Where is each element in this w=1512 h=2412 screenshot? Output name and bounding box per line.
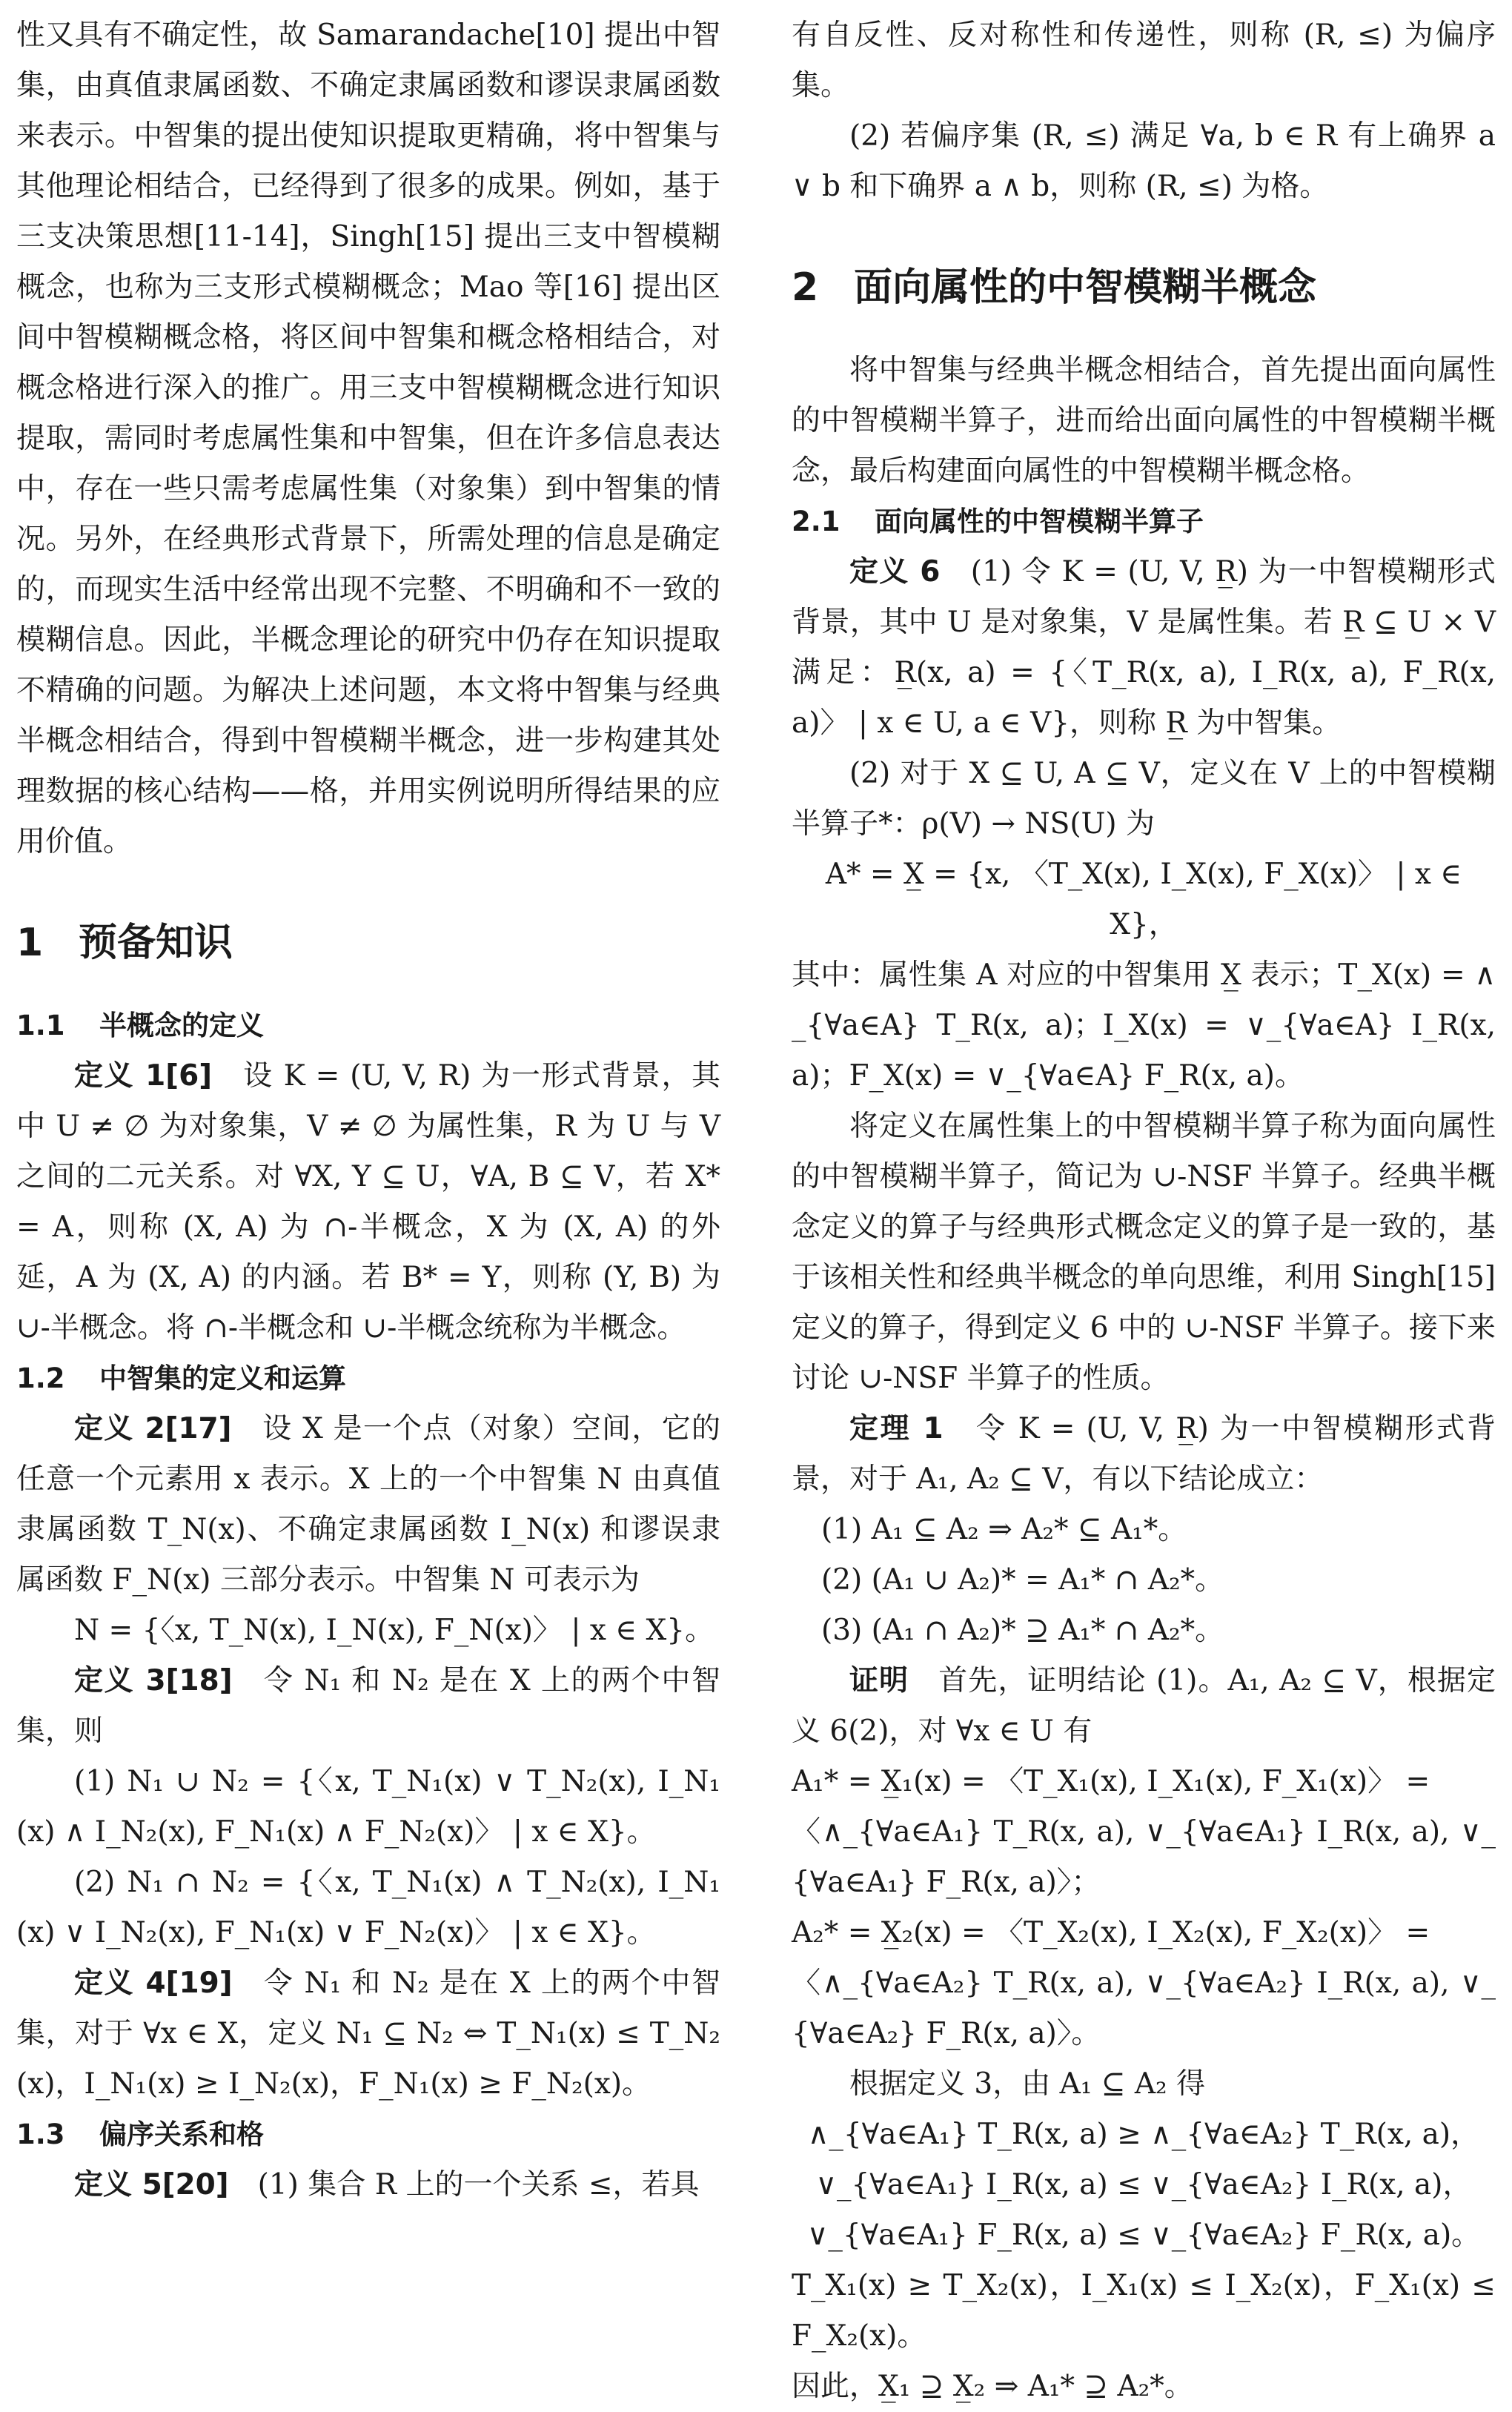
- subsection-title: 中智集的定义和运算: [99, 1362, 346, 1394]
- definition-label: 定义 5[20]: [74, 2168, 229, 2201]
- theorem-1-item-2: (2) (A₁ ∪ A₂)* = A₁* ∩ A₂*。: [821, 1563, 1224, 1597]
- left-column: [16, 10, 720, 2210]
- definition-text: 设 X 是一个点（对象）空间，它的任意一个元素用 x 表示。X 上的一个中智集 N 由真值隶属函数 T_N(x)、不确定隶属函数 I_N(x) 和谬误隶属函数 F_N(x) 三部分表示。中智集 N 可表示为: [16, 1412, 721, 1597]
- proof-text: 首先，证明结论 (1)。A₁, A₂ ⊆ V，根据定义 6(2)，对 ∀x ∈ U 有: [792, 1664, 1496, 1748]
- definition-5-continued: 有自反性、反对称性和传递性，则称 (R, ≤) 为偏序集。: [792, 19, 1496, 102]
- right-column: [792, 10, 1496, 2412]
- definition-3: [16, 1656, 720, 1757]
- proof-line-4: 〈∧_{∀a∈A₂} T_R(x, a), ∨_{∀a∈A₂} I_R(x, a), ∨_{∀a∈A₂} F_R(x, a)〉。: [792, 1967, 1496, 2050]
- definition-text: (1) 集合 R 上的一个关系 ≤，若具: [257, 2168, 700, 2201]
- section-2-intro: 将中智集与经典半概念相结合，首先提出面向属性的中智模糊半算子，进而给出面向属性的中智模糊半概念，最后构建面向属性的中智模糊半概念格。: [792, 354, 1496, 488]
- definition-text: (1) 令 K = (U, V, R̲) 为一中智模糊形式背景，其中 U 是对象集，V 是属性集。若 R̲ ⊆ U × V 满足：R̲(x, a) = {〈T_R(x, a), I_R(x, a), F_R(x, a)〉 | x ∈ U, a ∈ V}，则称 R̲ 为中智集。: [792, 555, 1496, 740]
- subsection-number: 2.1: [792, 506, 840, 537]
- proof-inequality-3: ∨_{∀a∈A₁} F_R(x, a) ≤ ∨_{∀a∈A₂} F_R(x, a)。: [806, 2219, 1481, 2252]
- definition-6-operator: (2) 对于 X ⊆ U, A ⊆ V，定义在 V 上的中智模糊半算子*：ρ(V) → NS(U) 为: [792, 757, 1496, 841]
- definition-text: 令 N₁ 和 N₂ 是在 X 上的两个中智集，则: [16, 1664, 720, 1748]
- subsection-number: 1.3: [16, 2118, 65, 2150]
- definition-label: 定义 6: [849, 555, 941, 589]
- theorem-1-item-3: (3) (A₁ ∩ A₂)* ⊇ A₁* ∩ A₂*。: [821, 1614, 1224, 1647]
- theorem-label: 定理 1: [849, 1412, 944, 1445]
- theorem-text: 令 K = (U, V, R̲) 为一中智模糊形式背景，对于 A₁, A₂ ⊆ V，有以下结论成立：: [792, 1412, 1496, 1496]
- definition-5-lattice: (2) 若偏序集 (R, ≤) 满足 ∀a, b ∈ R 有上确界 a ∨ b 和下确界 a ∧ b，则称 (R, ≤) 为格。: [792, 119, 1496, 203]
- subsection-2-1-heading: [792, 497, 1496, 547]
- formula-neutrosophic-set: N = {〈x, T_N(x), I_N(x), F_N(x)〉 | x ∈ X}。: [74, 1614, 714, 1647]
- proof-line-1: A₁* = X̲₁(x) = 〈T_X₁(x), I_X₁(x), F_X₁(x)〉 =: [792, 1765, 1430, 1798]
- theorem-1: [792, 1404, 1496, 1505]
- section-2-heading: [792, 259, 1496, 316]
- intro-paragraph: 性又具有不确定性，故 Samarandache[10] 提出中智集，由真值隶属函数、不确定隶属函数和谬误隶属函数来表示。中智集的提出使知识提取更精确，将中智集与其他理论相结合，已经得到了很多的成果。例如，基于三支决策思想[11-14]，Singh[15] 提出三支中智模糊概念，也称为三支形式模糊概念；Mao 等[16] 提出区间中智模糊概念格，将区间中智集和概念格相结合，对概念格进行深入的推广。用三支中智模糊概念进行知识提取，需同时考虑属性集和中智集，但在许多信息表达中，存在一些只需考虑属性集（对象集）到中智集的情况。另外，在经典形式背景下，所需处理的信息是确定的，而现实生活中经常出现不完整、不明确和不一致的模糊信息。因此，半概念理论的研究中仍存在知识提取不精确的问题。为解决上述问题，本文将中智集与经典半概念相结合，得到中智模糊半概念，进一步构建其处理数据的核心结构——格，并用实例说明所得结果的应用价值。: [16, 19, 720, 858]
- definition-6-components: 其中：属性集 A 对应的中智集用 X̲ 表示；T_X(x) = ∧_{∀a∈A} T_R(x, a)；I_X(x) = ∨_{∀a∈A} I_R(x, a)；F_X(x) = ∨_{∀a∈A} F_R(x, a)。: [792, 958, 1496, 1093]
- proof-inequality-2: ∨_{∀a∈A₁} I_R(x, a) ≤ ∨_{∀a∈A₂} I_R(x, a)，: [815, 2168, 1472, 2201]
- subsection-1-1-heading: [16, 1001, 720, 1051]
- definition-4: [16, 1958, 720, 2110]
- formula-semi-operator: A* = X̲ = {x, 〈T_X(x), I_X(x), F_X(x)〉 | x ∈ X}，: [825, 858, 1462, 941]
- definition-text: 设 K = (U, V, R) 为一形式背景，其中 U ≠ ∅ 为对象集，V ≠ ∅ 为属性集，R 为 U 与 V 之间的二元关系。对 ∀X, Y ⊆ U，∀A, B ⊆ V，若 X* = A，则称 (X, A) 为 ∩-半概念，X 为 (X, A) 的外延，A 为 (X, A) 的内涵。若 B* = Y，则称 (Y, B) 为 ∪-半概念。将 ∩-半概念和 ∪-半概念统称为半概念。: [16, 1059, 720, 1345]
- section-title: 预备知识: [79, 921, 233, 965]
- proof-result: T_X₁(x) ≥ T_X₂(x)，I_X₁(x) ≤ I_X₂(x)，F_X₁(x) ≤ F_X₂(x)。: [792, 2269, 1496, 2353]
- definition-6: [792, 547, 1496, 749]
- definition-label: 定义 2[17]: [74, 1412, 232, 1445]
- definition-label: 定义 1[6]: [74, 1059, 213, 1093]
- section-number: 1: [16, 921, 44, 965]
- definition-2: [16, 1404, 720, 1606]
- proof-conclusion: 因此，X̲₁ ⊇ X̲₂ ⇒ A₁* ⊇ A₂*。: [792, 2370, 1193, 2403]
- proof-line-2: 〈∧_{∀a∈A₁} T_R(x, a), ∨_{∀a∈A₁} I_R(x, a), ∨_{∀a∈A₁} F_R(x, a)〉；: [792, 1815, 1496, 1899]
- subsection-number: 1.2: [16, 1362, 65, 1394]
- proof-line-3: A₂* = X̲₂(x) = 〈T_X₂(x), I_X₂(x), F_X₂(x)〉 =: [792, 1916, 1430, 1949]
- proof-by-definition: 根据定义 3，由 A₁ ⊆ A₂ 得: [849, 2067, 1206, 2101]
- section-number: 2: [792, 265, 819, 310]
- definition-label: 定义 3[18]: [74, 1664, 233, 1697]
- subsection-title: 偏序关系和格: [99, 2118, 264, 2150]
- definition-1: [16, 1051, 720, 1354]
- proof: [792, 1656, 1496, 1757]
- proof-inequality-1: ∧_{∀a∈A₁} T_R(x, a) ≥ ∧_{∀a∈A₂} T_R(x, a)，: [807, 2118, 1480, 2151]
- section-1-heading: [16, 915, 720, 971]
- subsection-number: 1.1: [16, 1010, 65, 1041]
- subsection-title: 面向属性的中智模糊半算子: [875, 506, 1204, 537]
- operator-discussion-paragraph: 将定义在属性集上的中智模糊半算子称为面向属性的中智模糊半算子，简记为 ∪-NSF 半算子。经典半概念定义的算子与经典形式概念定义的算子是一致的，基于该相关性和经典半概念的单向思维，利用 Singh[15] 定义的算子，得到定义 6 中的 ∪-NSF 半算子。接下来讨论 ∪-NSF 半算子的性质。: [792, 1110, 1496, 1395]
- definition-label: 定义 4[19]: [74, 1967, 233, 2000]
- definition-3-union: (1) N₁ ∪ N₂ = {〈x, T_N₁(x) ∨ T_N₂(x), I_N₁(x) ∧ I_N₂(x), F_N₁(x) ∧ F_N₂(x)〉 | x ∈ X}。: [16, 1765, 720, 1849]
- definition-3-intersection: (2) N₁ ∩ N₂ = {〈x, T_N₁(x) ∧ T_N₂(x), I_N₁(x) ∨ I_N₂(x), F_N₁(x) ∨ F_N₂(x)〉 | x ∈ X}。: [16, 1866, 720, 1949]
- proof-label: 证明: [849, 1664, 909, 1697]
- definition-text: 令 N₁ 和 N₂ 是在 X 上的两个中智集，对于 ∀x ∈ X，定义 N₁ ⊆ N₂ ⇔ T_N₁(x) ≤ T_N₂(x)，I_N₁(x) ≥ I_N₂(x)，F_N₁(x) ≥ F_N₂(x)。: [16, 1967, 720, 2101]
- definition-5: [16, 2160, 720, 2210]
- theorem-1-item-1: (1) A₁ ⊆ A₂ ⇒ A₂* ⊆ A₁*。: [821, 1513, 1187, 1546]
- subsection-1-2-heading: [16, 1354, 720, 1404]
- section-title: 面向属性的中智模糊半概念: [854, 265, 1317, 310]
- subsection-title: 半概念的定义: [99, 1010, 264, 1041]
- subsection-1-3-heading: [16, 2110, 720, 2160]
